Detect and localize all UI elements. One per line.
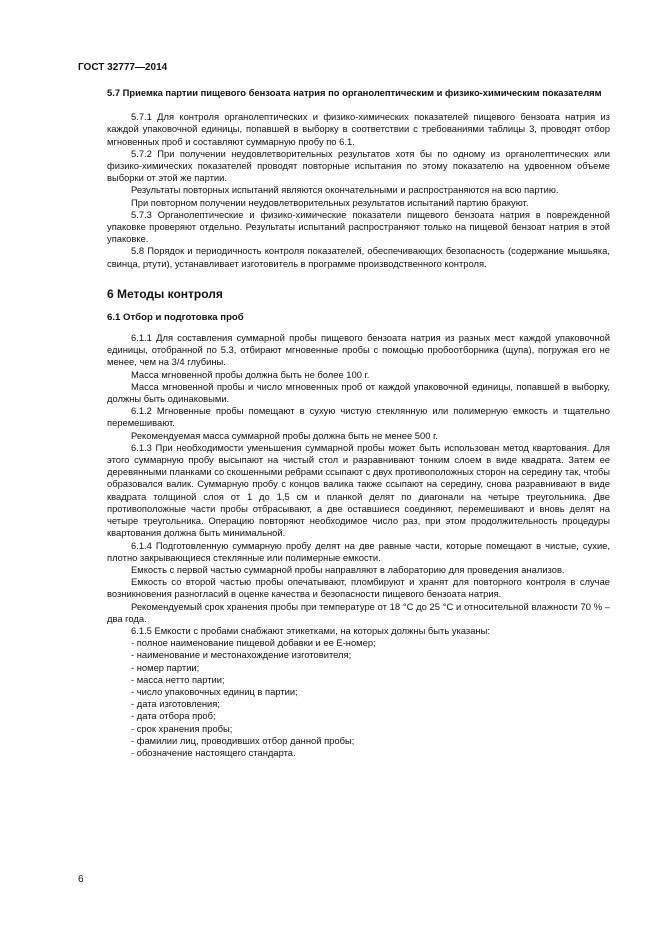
list-item: - полное наименование пищевой добавки и ее Е-номер;	[131, 637, 376, 649]
paragraph-5-7-3: 5.7.3 Органолептические и физико-химические показатели пищевого бензоата натрия в поврежденной упаковке проверяют отдельно. Результаты испытаний распространяют только на пищевой бензоат натрия в этой упаковке.	[107, 208, 610, 245]
paragraph-6-1-5: 6.1.5 Емкости с пробами снабжают этикетками, на которых должны быть указаны:	[131, 624, 490, 636]
paragraph-6-1-2: 6.1.2 Мгновенные пробы помещают в сухую чистую стеклянную или полимерную емкость и тщательно перемешивают.	[107, 405, 610, 429]
list-item: - дата изготовления;	[131, 698, 220, 710]
list-item: - обозначение настоящего стандарта.	[131, 746, 296, 758]
list-item: - номер партии;	[131, 661, 200, 673]
paragraph-instant-count: Масса мгновенной пробы и число мгновенных проб от каждой упаковочной единицы, попавшей в выборку, должны быть одинаковыми.	[107, 380, 610, 405]
list-item: - срок хранения пробы;	[131, 722, 233, 734]
list-item: - число упаковочных единиц в партии;	[131, 685, 298, 697]
label-requirements-list	[107, 637, 610, 759]
paragraph-5-7-2: 5.7.2 При получении неудовлетворительных результатов хотя бы по одному из органолептических или физико-химических показателей проводят повторные испытания по этому показателю на удвоенном объеме выборки от этой же партии.	[107, 147, 610, 184]
list-item: - фамилии лиц, проводивших отбор данной пробы;	[131, 734, 355, 746]
paragraph-6-1-1: 6.1.1 Для составления суммарной пробы пищевого бензоата натрия из разных мест каждой упаковочной единицы, отобранной по 5.3, отбирают мгновенные пробы с помощью пробоотборника (щупа), погружая его не менее, чем на 3/4 глубины.	[107, 332, 610, 368]
paragraph-repeat-results: Результаты повторных испытаний являются окончательными и распространяются на всю партию.	[131, 184, 559, 196]
standard-header: ГОСТ 32777—2014	[78, 62, 168, 73]
paragraph-5-8: 5.8 Порядок и периодичность контроля показателей, обеспечивающих безопасность (содержание мышьяка, свинца, ртути), устанавливает изготовитель в программе производственного контроля.	[107, 245, 610, 269]
paragraph-first-part: Емкость с первой частью суммарной пробы направляют в лабораторию для проведения анализов.	[131, 563, 565, 575]
paragraph-storage-term: Рекомендуемый срок хранения пробы при температуре от 18 °С до 25 °С и относительной влажности 70 % – два года.	[107, 600, 610, 624]
paragraph-instant-mass: Масса мгновенной пробы должна быть не более 100 г.	[131, 368, 370, 380]
paragraph-reject: При повторном получении неудовлетворительных результатов испытаний партию бракуют.	[131, 196, 529, 208]
section-5-7-title: 5.7 Приемка партии пищевого бензоата натрия по органолептическим и физико-химическим показателям	[107, 87, 602, 98]
paragraph-second-part: Емкость со второй частью пробы опечатывают, пломбируют и хранят для повторного контроля в случае возникновения разногласий в оценке качества и безопасности пищевого бензоата натрия.	[107, 576, 610, 600]
paragraph-5-7-1: 5.7.1 Для контроля органолептических и физико-химических показателей пищевого бензоата натрия из каждой упаковочной единицы, попавшей в выборку в соответствии с требованиями таблицы 3, проводят отбор мгновенных проб и составляют суммарную пробу по 6.1.	[107, 111, 610, 147]
list-item: - дата отбора проб;	[131, 710, 216, 722]
section-6-1-heading: 6.1 Отбор и подготовка проб	[107, 311, 244, 323]
paragraph-6-1-4: 6.1.4 Подготовленную суммарную пробу делят на две равные части, которые помещают в чистые, сухие, плотно закрывающиеся стеклянные или полимерные емкости.	[107, 539, 610, 563]
list-item: - наименование и местонахождение изготовителя;	[131, 649, 352, 661]
paragraph-recommended-mass: Рекомендуемая масса суммарной пробы должна быть не менее 500 г.	[131, 429, 438, 441]
list-item: - масса нетто партии;	[131, 673, 225, 685]
section-6-heading: 6 Методы контроля	[107, 286, 223, 301]
page-number: 6	[78, 874, 84, 885]
paragraph-6-1-3: 6.1.3 При необходимости уменьшения суммарной пробы может быть использован метод квартования. Для этого суммарную пробу высыпают на чистый стол и разравнивают тонким слоем в виде квадрата. Затем ее деревянными планками со скошенными ребрами ссыпают с двух противоположных сторон на середину так, чтобы образовался валик. Суммарную пробу с концов валика также ссыпают на середину, снова разравнивают в виде квадрата толщиной слоя от 1 до 1,5 см и планкой делят по диагонали на четыре треугольника. Две противоположные части пробы отбрасывают, а две оставшиеся соединяют, перемешивают и вновь делят на четыре треугольника. Операцию повторяют необходимое число раз, при этом продолжительность процедуры квартования должна быть минимальной.	[107, 441, 610, 539]
page-content	[107, 87, 610, 759]
